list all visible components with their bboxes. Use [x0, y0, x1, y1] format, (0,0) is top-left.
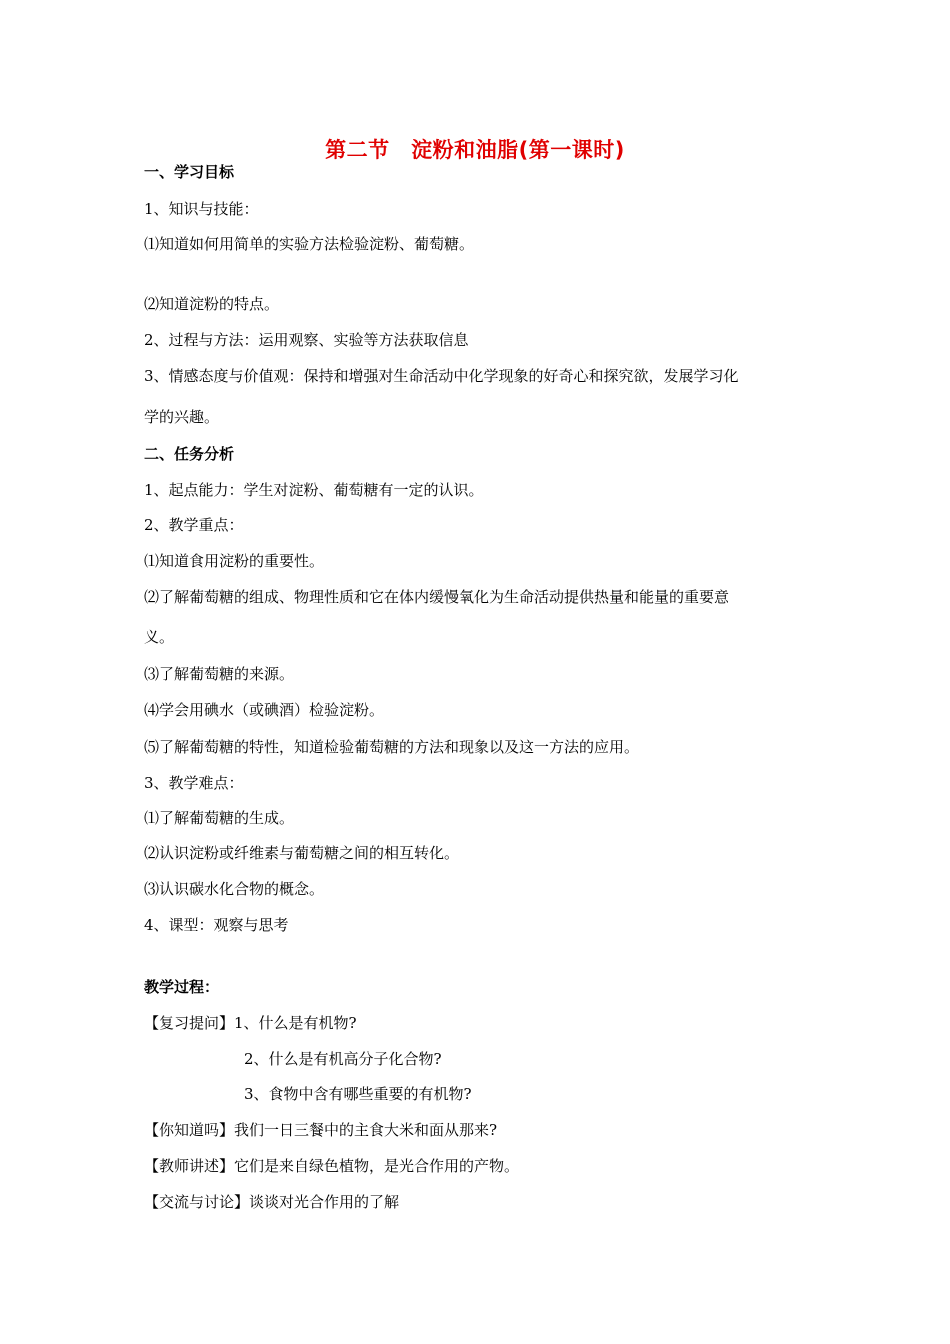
- analysis-line: ⑴了解葡萄糖的生成。: [144, 809, 295, 827]
- section-heading-process: 教学过程：: [144, 978, 220, 996]
- analysis-line: ⑷学会用碘水（或碘酒）检验淀粉。: [144, 701, 385, 719]
- process-line: 【教师讲述】它们是来自绿色植物，是光合作用的产物。: [144, 1157, 520, 1175]
- process-line: 2、什么是有机高分子化合物?: [244, 1050, 442, 1068]
- analysis-line: 4、课型：观察与思考: [144, 916, 289, 934]
- objective-line: 2、过程与方法：运用观察、实验等方法获取信息: [144, 331, 469, 349]
- analysis-line: 1、起点能力：学生对淀粉、葡萄糖有一定的认识。: [144, 481, 484, 499]
- section-heading-analysis: 二、任务分析: [144, 445, 235, 463]
- objective-line: 1、知识与技能：: [144, 200, 259, 218]
- analysis-line: ⑸了解葡萄糖的特性，知道检验葡萄糖的方法和现象以及这一方法的应用。: [144, 738, 640, 756]
- analysis-line: ⑵认识淀粉或纤维素与葡萄糖之间的相互转化。: [144, 844, 460, 862]
- process-line: 3、食物中含有哪些重要的有机物?: [244, 1085, 472, 1103]
- objective-line: 3、情感态度与价值观：保持和增强对生命活动中化学现象的好奇心和探究欲，发展学习化: [144, 367, 739, 385]
- objective-line: ⑴知道如何用简单的实验方法检验淀粉、葡萄糖。: [144, 235, 475, 253]
- objective-line: 学的兴趣。: [144, 408, 220, 426]
- process-line: 【你知道吗】我们一日三餐中的主食大米和面从那来?: [144, 1121, 498, 1139]
- analysis-line: 义。: [144, 628, 175, 646]
- process-line: 【交流与讨论】谈谈对光合作用的了解: [144, 1193, 400, 1211]
- analysis-line: ⑶认识碳水化合物的概念。: [144, 880, 325, 898]
- analysis-line: ⑴知道食用淀粉的重要性。: [144, 552, 325, 570]
- objective-line: ⑵知道淀粉的特点。: [144, 295, 280, 313]
- page-title: 第二节 淀粉和油脂(第一课时): [325, 138, 625, 162]
- analysis-line: 3、教学难点：: [144, 774, 244, 792]
- analysis-line: ⑵了解葡萄糖的组成、物理性质和它在体内缓慢氧化为生命活动提供热量和能量的重要意: [144, 588, 730, 606]
- section-heading-objectives: 一、学习目标: [144, 163, 235, 181]
- process-line: 【复习提问】1、什么是有机物?: [144, 1014, 357, 1032]
- analysis-line: 2、教学重点：: [144, 516, 244, 534]
- analysis-line: ⑶了解葡萄糖的来源。: [144, 665, 295, 683]
